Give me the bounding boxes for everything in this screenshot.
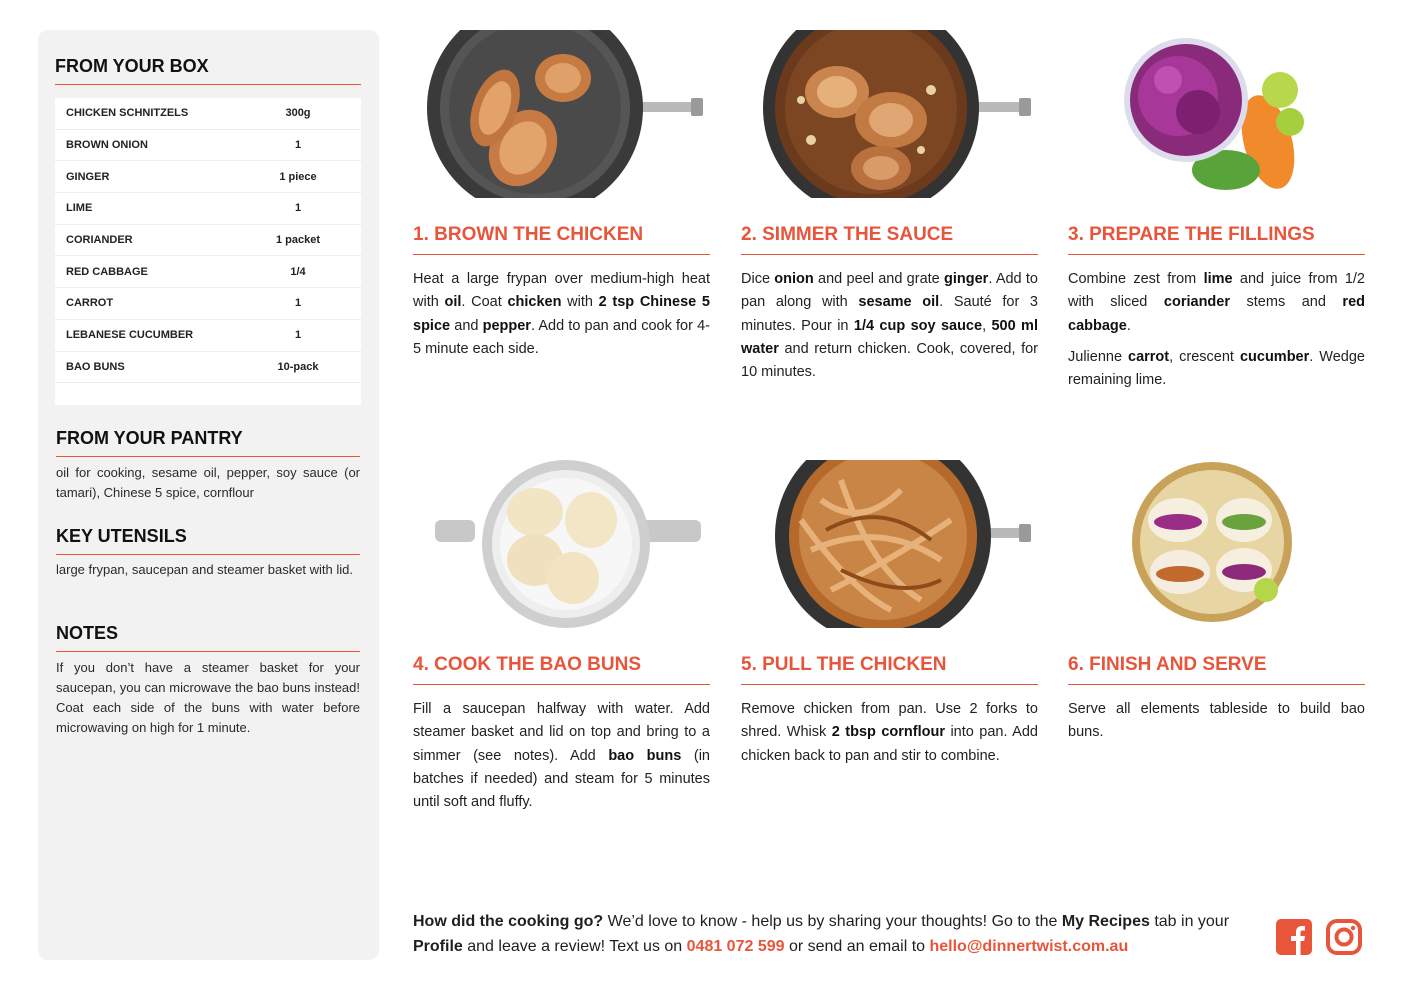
ingredient-quantity: 300g (285, 107, 311, 120)
ingredient-quantity: 1 piece (279, 170, 317, 183)
ingredient-row (55, 256, 361, 288)
ingredient-row (55, 193, 361, 225)
ingredient-quantity: 1 packet (275, 234, 321, 247)
ingredient-name: CORIANDER (66, 234, 133, 247)
instagram-icon[interactable] (1325, 918, 1363, 956)
step-1-photo (413, 30, 710, 198)
ingredient-quantity: 1 (294, 329, 302, 342)
ingredient-row (55, 130, 361, 162)
step-5-photo (741, 460, 1038, 628)
from-your-box-title: FROM YOUR BOX (55, 56, 361, 85)
ingredient-name: BROWN ONION (66, 139, 148, 152)
from-your-pantry-title: FROM YOUR PANTRY (56, 428, 360, 457)
step-5-title: 5. PULL THE CHICKEN (741, 654, 1038, 685)
ingredient-name: BAO BUNS (66, 360, 125, 373)
facebook-icon[interactable] (1275, 918, 1313, 956)
step-paragraph: Combine zest from lime and juice from 1/2 with sliced coriander stems and red cabbage. (1068, 271, 1365, 334)
pantry-text: oil for cooking, sesame oil, pepper, soy sauce (or tamari), Chinese 5 spice, cornflour (56, 465, 360, 500)
step-2-body (741, 268, 1038, 384)
step-3-photo (1068, 30, 1365, 198)
step-4-title: 4. COOK THE BAO BUNS (413, 654, 710, 685)
ingredient-row (55, 320, 361, 352)
phone-link[interactable]: 0481 072 599 (686, 938, 785, 955)
notes-title: NOTES (56, 623, 360, 652)
step-2-title: 2. SIMMER THE SAUCE (741, 224, 1038, 255)
ingredient-name: LEBANESE CUCUMBER (66, 329, 194, 342)
step-paragraph: Remove chicken from pan. Use 2 forks to shred. Whisk 2 tbsp cornflour into pan. Add chicken back to pan and stir to combine. (741, 701, 1038, 764)
sidebar (38, 30, 379, 960)
email-link[interactable]: hello@dinnertwist.com.au (929, 938, 1129, 955)
feedback-text: How did the cooking go? We’d love to know - help us by sharing your thoughts! Go to the My Recipes tab in your Profile and leave a review! Text us on 0481 072 599 or send an email to hello@dinnertwist.com.au (413, 913, 1230, 955)
ingredient-row (55, 288, 361, 320)
ingredient-name: RED CABBAGE (66, 265, 148, 278)
ingredient-name: LIME (66, 202, 93, 215)
ingredient-quantity: 1 (294, 202, 302, 215)
ingredient-name: GINGER (66, 170, 110, 183)
step-3-title: 3. PREPARE THE FILLINGS (1068, 224, 1365, 255)
ingredient-row (55, 225, 361, 257)
ingredient-quantity: 1/4 (290, 265, 306, 278)
step-6-body (1068, 698, 1365, 745)
step-1-body (413, 268, 710, 361)
ingredient-name: CARROT (66, 297, 114, 310)
step-6 (1068, 460, 1365, 753)
step-1 (413, 30, 710, 369)
step-5-body (741, 698, 1038, 768)
ingredient-table (55, 98, 361, 405)
step-1-title: 1. BROWN THE CHICKEN (413, 224, 710, 255)
step-3-body (1068, 268, 1365, 392)
notes-text: If you don’t have a steamer basket for your saucepan, you can microwave the bao buns instead! Coat each side of the buns with water before microwaving on high for 1 minute. (56, 660, 360, 735)
ingredient-row (55, 161, 361, 193)
step-2 (741, 30, 1038, 392)
utensils-text: large frypan, saucepan and steamer basket with lid. (56, 562, 354, 577)
step-4 (413, 460, 710, 822)
step-4-photo (413, 460, 710, 628)
step-paragraph: Fill a saucepan halfway with water. Add steamer basket and lid on top and bring to a simmer (see notes). Add bao buns (in batches if needed) and steam for 5 minutes until soft and fluffy. (413, 701, 710, 811)
step-paragraph: Dice onion and peel and grate ginger. Add to pan along with sesame oil. Sauté for 3 minutes. Pour in 1/4 cup soy sauce, 500 ml water and return chicken. Cook, covered, for 10 minutes. (741, 271, 1038, 381)
step-4-body (413, 698, 710, 814)
ingredient-row (55, 352, 361, 384)
step-paragraph: Julienne carrot, crescent cucumber. Wedge remaining lime. (1068, 348, 1365, 389)
ingredient-quantity: 10-pack (277, 360, 319, 373)
step-6-title: 6. FINISH AND SERVE (1068, 654, 1365, 685)
step-paragraph: Serve all elements tableside to build bao buns. (1068, 701, 1365, 741)
ingredient-name: CHICKEN SCHNITZELS (66, 107, 189, 120)
step-5 (741, 460, 1038, 776)
ingredient-row (55, 98, 361, 130)
step-6-photo (1068, 460, 1365, 628)
ingredient-quantity: 1 (294, 139, 302, 152)
step-3 (1068, 30, 1365, 400)
step-2-photo (741, 30, 1038, 198)
ingredient-quantity: 1 (294, 297, 302, 310)
step-paragraph: Heat a large frypan over medium-high heat with oil. Coat chicken with 2 tsp Chinese 5 spice and pepper. Add to pan and cook for 4-5 minute each side. (413, 271, 711, 357)
key-utensils-title: KEY UTENSILS (56, 526, 360, 555)
